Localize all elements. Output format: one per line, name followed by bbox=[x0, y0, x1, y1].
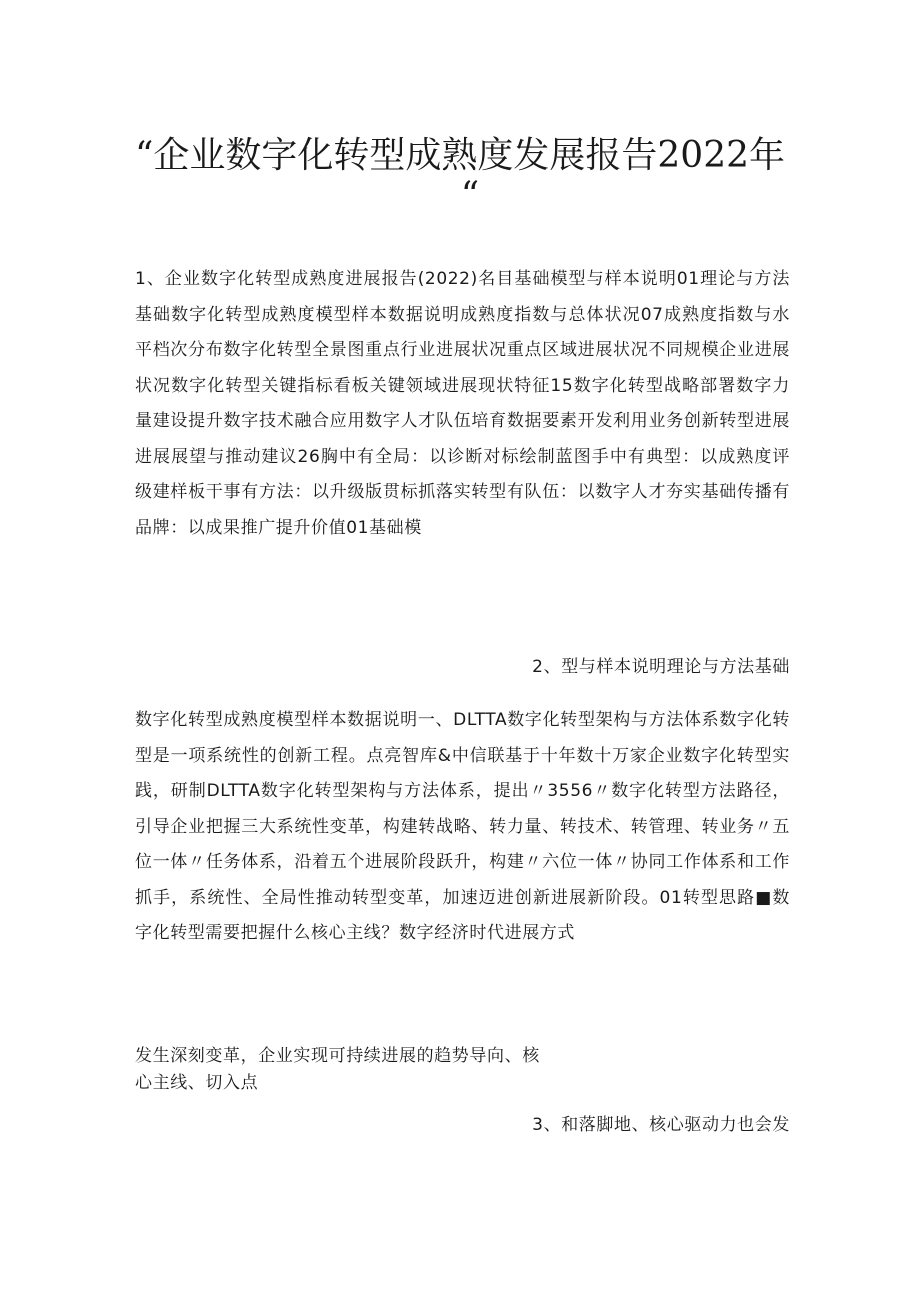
section-2-heading: 2、型与样本说明理论与方法基础 bbox=[532, 657, 790, 677]
paragraph-1: 1、企业数字化转型成熟度进展报告(2022)名目基础模型与样本说明01理论与方法基础数字化转型成熟度模型样本数据说明成熟度指数与总体状况07成熟度指数与水平档次分布数字化转型全景图重点行业进展状况重点区域进展状况不同规模企业进展状况数字化转型关键指标看板关键领域进展现状特征15数字化转型战略部署数字力量建设提升数字技术融合应用数字人才队伍培育数据要素开发利用业务创新转型进展进展展望与推动建议26胸中有全局：以诊断对标绘制蓝图手中有典型：以成熟度评级建样板干事有方法：以升级版贯标抓落实转型有队伍：以数字人才夯实基础传播有品牌：以成果推广提升价值01基础模 bbox=[135, 269, 790, 538]
document-title-quote: “ bbox=[460, 175, 480, 216]
paragraph-2-tail-line-1: 发生深刻变革，企业实现可持续进展的趋势导向、核 bbox=[135, 1046, 540, 1066]
paragraph-2-tail-line-2: 心主线、切入点 bbox=[135, 1073, 259, 1093]
document-title: “企业数字化转型成熟度发展报告2022年 bbox=[135, 135, 786, 176]
section-3-heading: 3、和落脚地、核心驱动力也会发 bbox=[532, 1115, 790, 1135]
paragraph-2: 数字化转型成熟度模型样本数据说明一、DLTTA数字化转型架构与方法体系数字化转型是一项系统性的创新工程。点亮智库&中信联基于十年数十万家企业数字化转型实践，研制DLTTA数字化转型架构与方法体系，提出〃3556〃数字化转型方法路径，引导企业把握三大系统性变革，构建转战略、转力量、转技术、转管理、转业务〃五位一体〃任务体系，沿着五个进展阶段跃升，构建〃六位一体〃协同工作体系和工作抓手，系统性、全局性推动转型变革，加速迈进创新进展新阶段。01转型思路■数字化转型需要把握什么核心主线？数字经济时代进展方式 bbox=[135, 710, 790, 943]
